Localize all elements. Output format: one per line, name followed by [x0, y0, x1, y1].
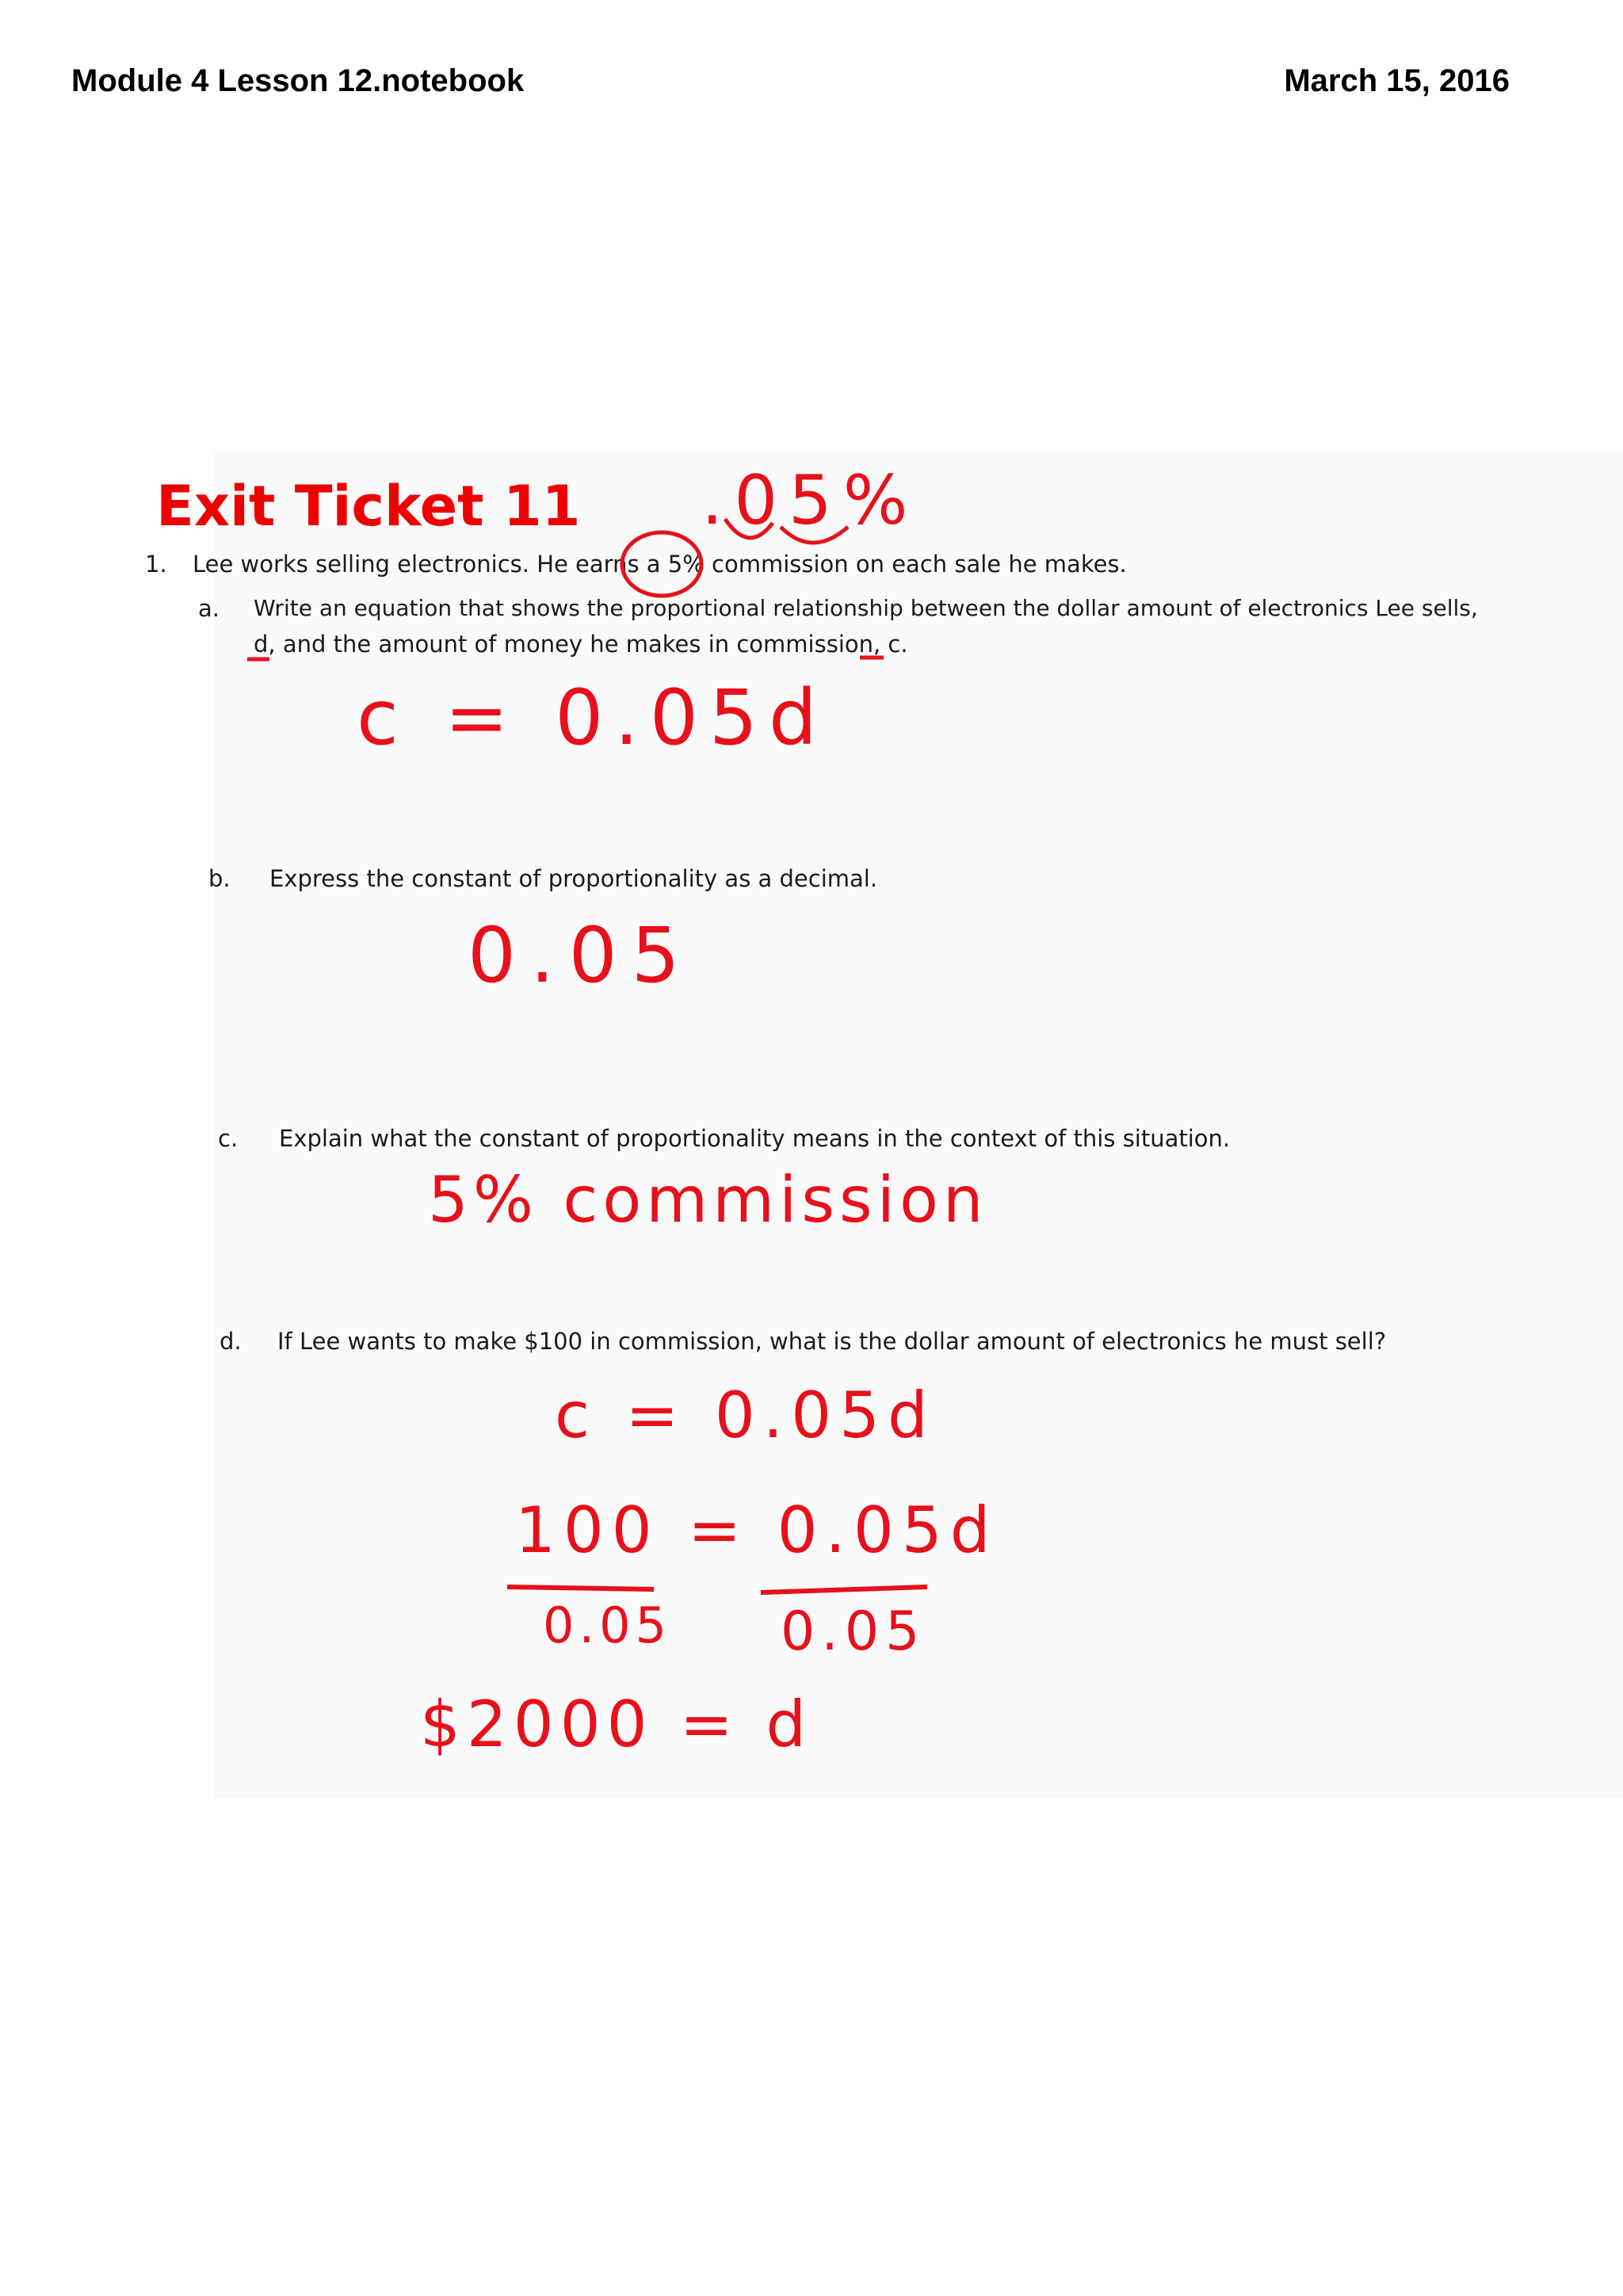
problem-number: 1. [145, 551, 167, 578]
arc-mark-1 [725, 519, 773, 538]
notebook-title: Module 4 Lesson 12.notebook [71, 63, 525, 98]
part-d-letter: d. [220, 1328, 242, 1355]
division-bar-left [507, 1587, 654, 1589]
handwritten-answer-b: 0.05 [468, 911, 694, 1000]
problem-intro: Lee works selling electronics. He earns a 5% commission on each sale he makes. [193, 551, 1127, 578]
handwritten-divisor-right: 0.05 [781, 1600, 926, 1663]
handwritten-percent-note: .05% [701, 461, 919, 540]
part-a-line2: d, and the amount of money he makes in commission, c. [254, 631, 908, 658]
handwritten-answer-a: c = 0.05d [357, 673, 828, 762]
part-b-text: Express the constant of proportionality as a decimal. [269, 865, 878, 892]
division-bar-right [761, 1587, 927, 1592]
part-c-letter: c. [218, 1125, 239, 1152]
part-c-text: Explain what the constant of proportionality means in the context of this situation. [279, 1125, 1231, 1152]
handwritten-equation-d1: c = 0.05d [555, 1379, 936, 1452]
part-b-letter: b. [208, 865, 231, 892]
handwritten-answer-c: 5% commission [428, 1163, 988, 1237]
handwritten-equation-d2: 100 = 0.05d [515, 1493, 999, 1567]
part-a-line1: Write an equation that shows the proportional relationship between the dollar amount of electronics Lee sells, [254, 595, 1478, 621]
handwritten-divisor-left: 0.05 [543, 1596, 672, 1654]
page-date: March 15, 2016 [1284, 63, 1510, 98]
part-d-text: If Lee wants to make $100 in commission, what is the dollar amount of electronics he must sell? [277, 1328, 1387, 1355]
circle-mark [622, 532, 701, 596]
exit-ticket-title: Exit Ticket 11 [156, 474, 581, 539]
handwritten-result-d: $2000 = d [420, 1688, 813, 1761]
part-a-letter: a. [198, 595, 220, 622]
arc-mark-2 [781, 527, 848, 543]
